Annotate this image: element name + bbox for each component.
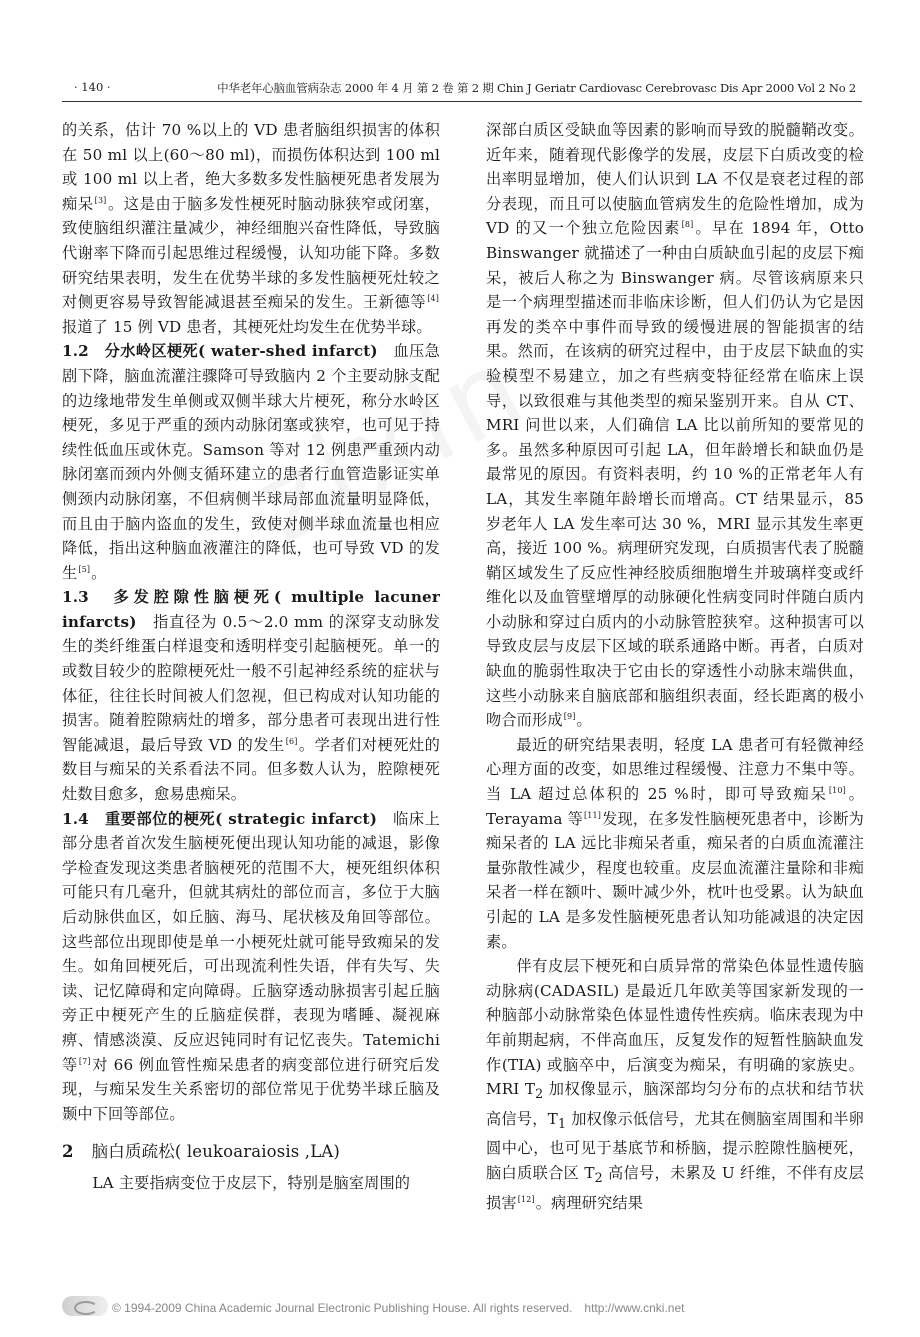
right-column — [486, 118, 864, 1215]
footer — [62, 1296, 862, 1320]
paragraph: 伴有皮层下梗死和白质异常的常染色体显性遗传脑动脉病(CADASIL) 是最近几年欧美等国家新发现的一种脑部小动脉常染色体显性遗传性疾病。临床表现为中年前期起病，不伴高血压，反复发作的短暂性脑缺血发作(TIA) 或脑卒中，后演变为痴呆，有明确的家族史。MRI $T_2$ 加权像显示，脑深部均匀分布的点状和结节状高信号，$T_1$ 加权像示低信号，尤其在侧脑室周围和半卵圆中心，也可见于基底节和桥脑，提示腔隙性脑梗死，脑白质联合区 $T_2$ 高信号，未累及 U 纤维，不伴有皮层损害[12]。病理研究结果 — [486, 957, 864, 1212]
paragraph: 的关系，估计 70 %以上的 VD 患者脑组织损害的体积在 50 ml 以上(60～80 ml)，而损伤体积达到 100 ml 或 100 ml 以上者，绝大多数多发性脑梗死患者发展为痴呆[3]。这是由于脑多发性梗死时脑动脉狭窄或闭塞，致使脑组织灌注量减少，神经细胞兴奋性降低，导致脑代谢率下降而引起思维过程缓慢，认知功能下降。多数研究结果表明，发生在优势半球的多发性脑梗死灶较之对侧更容易导致智能减退甚至痴呆的发生。王新德等[4]报道了 15 例 VD 患者，其梗死灶均发生在优势半球。 — [62, 121, 440, 336]
paragraph: 深部白质区受缺血等因素的影响而导致的脱髓鞘改变。近年来，随着现代影像学的发展，皮层下白质改变的检出率明显增加，使人们认识到 LA 不仅是衰老过程的部分表现，而且可以使脑血管病发生的危险性增加，成为 VD 的又一个独立危险因素[8]。早在 1894 年，Otto Binswanger 就描述了一种由白质缺血引起的皮层下痴呆，被后人称之为 Binswanger 病。尽管该病原来只是一个病理型描述而非临床诊断，但人们仍认为它是因再发的类卒中事件而导致的缓慢进展的智能损害的结果。然而，在该病的研究过程中，由于皮层下缺血的实验模型不易建立，加之有些病变特征经常在临床上误导，以致很难与其他类型的痴呆鉴别开来。自从 CT、MRI 问世以来，人们确信 LA 比以前所知的要常见的多。虽然多种原因可引起 LA，但年龄增长和缺血仍是最常见的原因。有资料表明，约 10 %的正常老年人有 LA，其发生率随年龄增长而增高。CT 结果显示，85 岁老年人 LA 发生率可达 30 %，MRI 显示其发生率更高，接近 100 %。病理研究发现，白质损害代表了脱髓鞘区域发生了反应性神经胶质细胞增生并玻璃样变或纤维化以及血管壁增厚的动脉硬化性病变同时伴随白质内小动脉和穿过白质内的小动脉管腔狭窄。这种损害可以导致皮层与皮层下区域的联系通路中断。再者，白质对缺血的脆弱性取决于它由长的穿透性小动脉末端供血，这些小动脉来自脑底部和脑组织表面，经长距离的极小吻合而形成[9]。 — [486, 121, 864, 730]
citation-ref: [11] — [584, 810, 602, 820]
citation-ref: [5] — [78, 564, 91, 574]
section-title: 脑白质疏松( leukoaraiosis ,LA) — [91, 1142, 340, 1162]
running-header — [62, 78, 862, 100]
section-heading: 1.3 多发腔隙性脑梗死( multiple lacuner infarcts) — [62, 588, 440, 631]
paragraph: 最近的研究结果表明，轻度 LA 患者可有轻微神经心理方面的改变，如思维过程缓慢、注意力不集中等。当 LA 超过总体积的 25 %时，即可导致痴呆[10]。Terayama 等[11]发现，在多发性脑梗死患者中，诊断为痴呆者的 LA 远比非痴呆者重，痴呆者的白质血流灌注量弥散性减少，程度也较重。皮层血流灌注量除和非痴呆者一样在额叶、颞叶减少外，枕叶也受累。认为缺血引起的 LA 是多发性脑梗死患者认知功能减退的决定因素。 — [486, 735, 865, 951]
journal-citation: 中华老年心脑血管病杂志 2000 年 4 月 第 2 卷 第 2 期 Chin J Geriatr Cardiovasc Cerebrovasc Dis Apr 2000 Vol 2 No 2 — [217, 81, 856, 95]
section-2-heading — [62, 1140, 440, 1165]
citation-ref: [7] — [78, 1056, 91, 1066]
section-1-3: 1.3 多发腔隙性脑梗死( multiple lacuner infarcts) 指直径为 0.5～2.0 mm 的深穿支动脉发生的类纤维蛋白样退变和透明样变引起脑梗死。单一的或数目较少的腔隙梗死灶一般不引起神经系统的症状与体征，往往长时间被人们忽视，但已构成对认知功能的损害。随着腔隙病灶的增多，部分患者可表现出进行性智能减退，最后导致 VD 的发生[6]。学者们对梗死灶的数目与痴呆的关系看法不同。但多数人认为，腔隙梗死灶数目愈多，愈易患痴呆。 — [62, 588, 440, 804]
section-1-4: 1.4 重要部位的梗死( strategic infarct) 临床上部分患者首次发生脑梗死便出现认知功能的减退，影像学检查发现这类患者脑梗死的范围不大，梗死组织体积可能只有几毫升，但就其病灶的部位而言，多位于大脑后动脉供血区，如丘脑、海马、尾状核及角回等部位。这些部位出现即使是单一小梗死灶就可能导致痴呆的发生。如角回梗死后，可出现流利性失语，伴有失写、失读、记忆障碍和定向障碍。丘脑穿透动脉损害引起丘脑旁正中梗死产生的丘脑症侯群，表现为嗜睡、凝视麻痹、情感淡漠、反应迟钝同时有记忆丧失。Tatemichi 等[7]对 66 例血管性痴呆患者的病变部位进行研究后发现，与痴呆发生关系密切的部位常见于优势半球丘脑及颞中下回等部位。 — [62, 809, 440, 1123]
citation-ref: [10] — [828, 786, 846, 796]
copyright-notice: © 1994-2009 China Academic Journal Electronic Publishing House. All rights reserved. http://www.cnki.net — [112, 1301, 685, 1315]
citation-ref: [12] — [517, 1194, 535, 1204]
citation-ref: [4] — [427, 294, 439, 304]
citation-ref: [3] — [94, 195, 107, 205]
citation-ref: [9] — [563, 712, 576, 722]
section-number: 2 — [62, 1142, 74, 1162]
header-rule — [62, 101, 862, 102]
paragraph: LA 主要指病变位于皮层下，特别是脑室周围的 — [92, 1173, 411, 1192]
section-heading: 1.2 分水岭区梗死( water-shed infarct) — [62, 342, 378, 361]
page-number: · 140 · — [74, 80, 111, 94]
citation-ref: [8] — [681, 220, 694, 230]
citation-ref: [6] — [285, 736, 298, 746]
section-heading: 1.4 重要部位的梗死( strategic infarct) — [62, 809, 378, 828]
left-column — [62, 118, 440, 1196]
cnki-logo-icon — [62, 1296, 108, 1316]
section-1-2: 1.2 分水岭区梗死( water-shed infarct) 血压急剧下降，脑血流灌注骤降可导致脑内 2 个主要动脉支配的边缘地带发生单侧或双侧半球大片梗死，称分水岭区梗死，多见于严重的颈内动脉闭塞或狭窄，也可见于持续性低血压或休克。Samson 等对 12 例患严重颈内动脉闭塞而颈内外侧支循环建立的患者行血管造影证实单侧颈内动脉闭塞，不但病侧半球局部血流量明显降低，而且由于脑内盗血的发生，致使对侧半球血流量也相应降低，指出这种脑血液灌注的降低，也可导致 VD 的发生[5]。 — [62, 342, 440, 582]
